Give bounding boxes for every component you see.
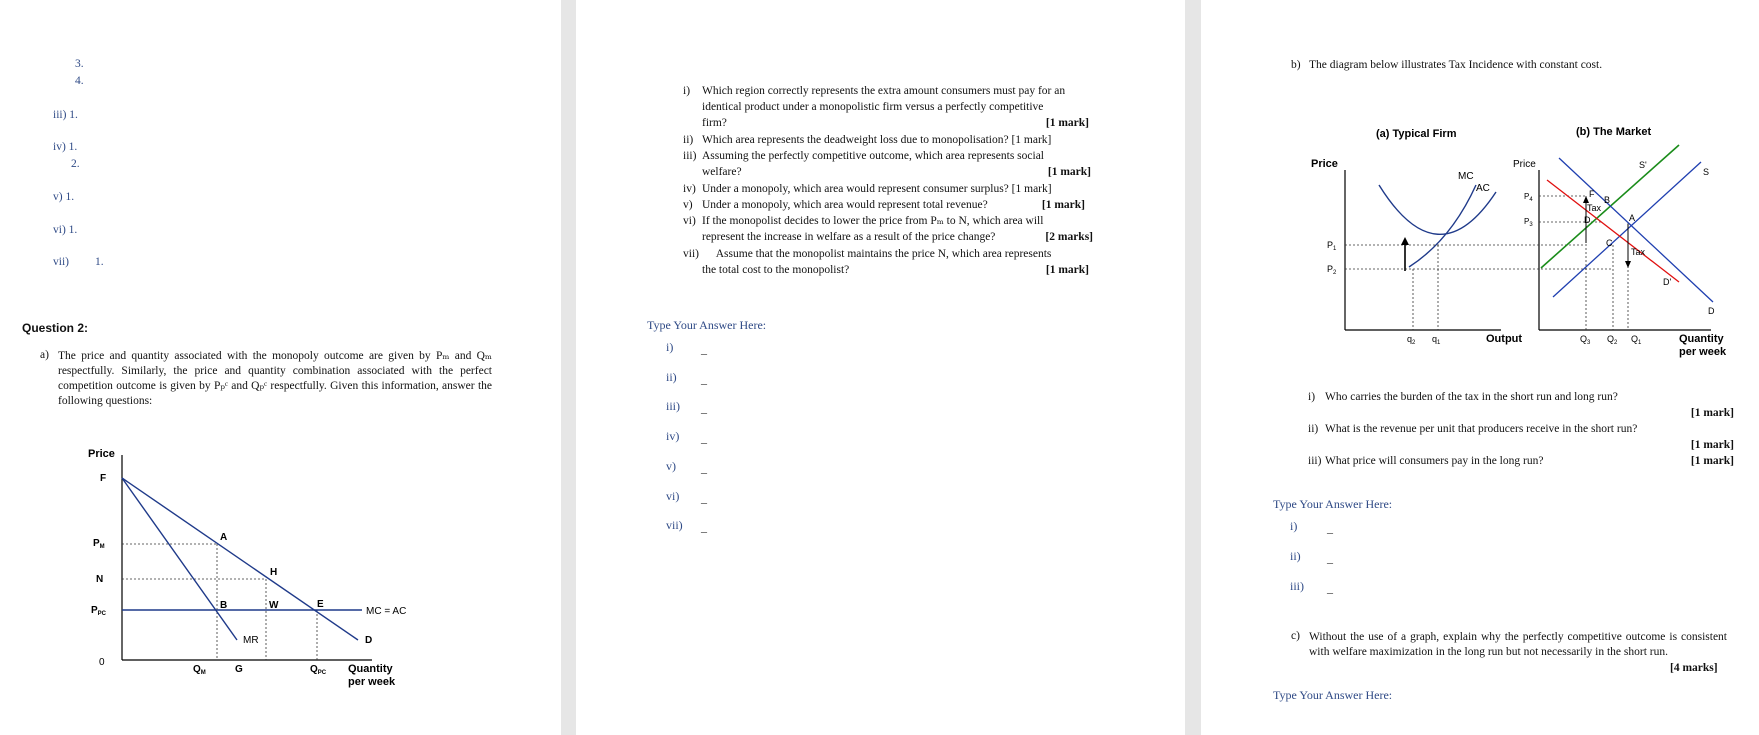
answer-field[interactable]: _	[701, 372, 707, 386]
supply-label: S	[1703, 167, 1710, 177]
answer-field[interactable]: _	[701, 401, 707, 415]
price-label-f: F	[100, 473, 107, 484]
q2-market-label: $Q_2$	[1607, 334, 1618, 346]
point-f: F	[1589, 189, 1595, 199]
outline-item: 4.	[75, 75, 84, 87]
outline-item: 1.	[95, 256, 104, 268]
outline-item: vii)	[53, 256, 69, 268]
q3-market-label: $Q_3$	[1580, 334, 1591, 346]
tax-label-2: Tax	[1631, 247, 1646, 257]
market-panel-title: (b) The Market	[1576, 126, 1652, 138]
outline-item: vi) 1.	[53, 224, 78, 236]
mc-ac-label: MC = AC	[366, 606, 407, 617]
answer-heading: Type Your Answer Here:	[647, 318, 767, 332]
market-price-label: Price	[1513, 159, 1536, 170]
point-b: B	[220, 600, 228, 611]
outline-item: 2.	[71, 158, 80, 170]
shifted-supply-label: S'	[1639, 160, 1647, 170]
point-a: A	[220, 532, 228, 543]
answer-field[interactable]: _	[701, 342, 707, 356]
p1-label: $P_1$	[1327, 240, 1337, 252]
tax-incidence-graph	[1201, 115, 1759, 365]
demand-curve-market	[1559, 158, 1713, 302]
firm-price-label: Price	[1311, 158, 1338, 170]
point-e: E	[317, 599, 324, 610]
answer-number: vii)	[666, 518, 683, 532]
shifted-demand-label: D'	[1663, 277, 1672, 287]
p3-label: $P_3$	[1524, 217, 1533, 228]
answer-number: i)	[666, 340, 674, 354]
part-b-text: The diagram below illustrates Tax Incidence with constant cost.	[1309, 59, 1603, 71]
p2-label: $P_2$	[1327, 264, 1337, 276]
mc-label: MC	[1458, 171, 1474, 182]
answer-heading-c: Type Your Answer Here:	[1273, 688, 1393, 702]
point-d: D	[1584, 215, 1591, 225]
point-a-market: A	[1629, 213, 1636, 223]
firm-panel-title: (a) Typical Firm	[1376, 128, 1457, 140]
part-a-text: The price and quantity associated with the monopoly outcome are given by Pₘ and Qₘ respectfully. Similarly, the price and quantity combination associated with the perfect competition outcome is given by Pₚᶜ and Qₚᶜ respectfully. Given this information, answer the following questions:	[58, 350, 492, 407]
price-label-n: N	[96, 574, 104, 585]
q1-market-label: $Q_1$	[1631, 334, 1642, 346]
answer-field[interactable]: _	[701, 491, 707, 505]
output-label: Output	[1486, 333, 1523, 345]
answer-field[interactable]: _	[1327, 521, 1333, 535]
answer-heading: Type Your Answer Here:	[1273, 497, 1393, 511]
part-c-mark: [4 marks]	[1670, 662, 1718, 674]
price-label-pm: $P_M$	[93, 538, 105, 550]
monopoly-graph	[80, 445, 410, 695]
question-heading: Question 2:	[22, 321, 89, 335]
origin-label: 0	[99, 657, 105, 668]
x-axis-label-2: per week	[348, 676, 396, 688]
answer-field[interactable]: _	[701, 431, 707, 445]
answer-field[interactable]: _	[701, 520, 707, 534]
ac-label: AC	[1476, 183, 1490, 194]
answer-field[interactable]: _	[701, 461, 707, 475]
answer-number: vi)	[666, 489, 680, 503]
outline-item: iv) 1.	[53, 141, 78, 153]
answer-number: iv)	[666, 429, 680, 443]
document-page-1	[0, 0, 561, 735]
part-b-label: b)	[1291, 59, 1301, 71]
part-c-text: Without the use of a graph, explain why the perfectly competitive outcome is consistent with welfare maximization in the long run but not necessarily in the short run.	[1309, 631, 1727, 658]
answer-number: ii)	[666, 370, 677, 384]
part-a-label: a)	[40, 349, 49, 361]
qty-label-g: G	[235, 664, 243, 675]
answer-number: ii)	[1290, 549, 1301, 563]
document-page-2: i) Which region correctly represents the extra amount consumers must pay for an identical product under a monopolistic firm versus a perfectly competitive firm? [1 mark] ii) Which area represents the deadweight loss due to monopolisation? [1 mark] iii) Assuming the perfectly competitive outcome, which area represents social welfare? [1 mark] iv) Under a monopoly, which area would represent consumer surplus? [1 mark] v) Under a monopoly, which area would represent total revenue? [1 mark] vi) If the monopolist decides to lower the price from Pₘ to N, which area will represent the increase in welfare as a result of the price change? [2 marks] vii) Assume that the monopolist maintains the price N, which area represents the total cost to the monopolist? [1 mark] Type Your Answer Here: i) _ ii) _ iii) _ iv) _ v) _ vi) _ vii) _	[576, 0, 1185, 735]
answer-field[interactable]: _	[1327, 551, 1333, 565]
part-c-label: c)	[1291, 630, 1300, 642]
marginal-revenue-curve	[122, 478, 237, 640]
outline-item: 3.	[75, 58, 84, 70]
point-w: W	[269, 600, 279, 611]
demand-label: D	[365, 635, 373, 646]
point-h: H	[270, 567, 278, 578]
demand-curve	[122, 478, 358, 640]
answer-number: i)	[1290, 519, 1298, 533]
p4-label: $P_4$	[1524, 192, 1533, 203]
answer-number: v)	[666, 459, 676, 473]
outline-item: v) 1.	[53, 191, 75, 203]
supply-curve	[1553, 162, 1701, 297]
answer-field[interactable]: _	[1327, 581, 1333, 595]
mr-label: MR	[243, 635, 259, 646]
answer-number: iii)	[666, 399, 680, 413]
outline-item: iii) 1.	[53, 109, 78, 121]
answer-number: iii)	[1290, 579, 1304, 593]
tax-label-1: Tax	[1587, 203, 1602, 213]
y-axis-label: Price	[88, 448, 115, 460]
qty-label-qpc: $Q_{PC}$	[310, 664, 327, 676]
qty-label-qm: $Q_M$	[193, 664, 206, 676]
price-label-ppc: $P_{PC}$	[91, 605, 107, 617]
document-page-3: b) The diagram below illustrates Tax Incidence with constant cost. (a) Typical Firm (b) The Market Price Price MC AC F B D A C Tax Tax S' S D' D $P_1$ $P_2$ $P_4$ $P_3$ $q_2$ $q_1$ Output $Q_3$ $Q_2$ $Q_1$ Quantity per week i) Who carries the burden of the tax in the short run and long run? [1 mark] ii) What is the revenue per unit that producers receive in the short run? [1 mark] iii) What price will consumers pay in the long run? [1 mark] Type Your Answer Here: i) _ ii) _ iii) _ c) Without the use of a graph, explain why the perfectly competitive outcome is consistent with welfare maximization in the long run but not necessarily in the short run. [4 marks] Type Your Answer Here:	[1201, 0, 1759, 735]
point-c: C	[1606, 238, 1613, 248]
q1-firm-label: $q_1$	[1432, 334, 1441, 346]
x-axis-label: Quantity	[348, 663, 393, 675]
market-x-axis-label: Quantity	[1679, 333, 1724, 345]
demand-label-market: D	[1708, 306, 1715, 316]
point-b-market: B	[1604, 195, 1611, 205]
q2-firm-label: $q_2$	[1407, 334, 1416, 346]
market-x-axis-label-2: per week	[1679, 346, 1727, 358]
